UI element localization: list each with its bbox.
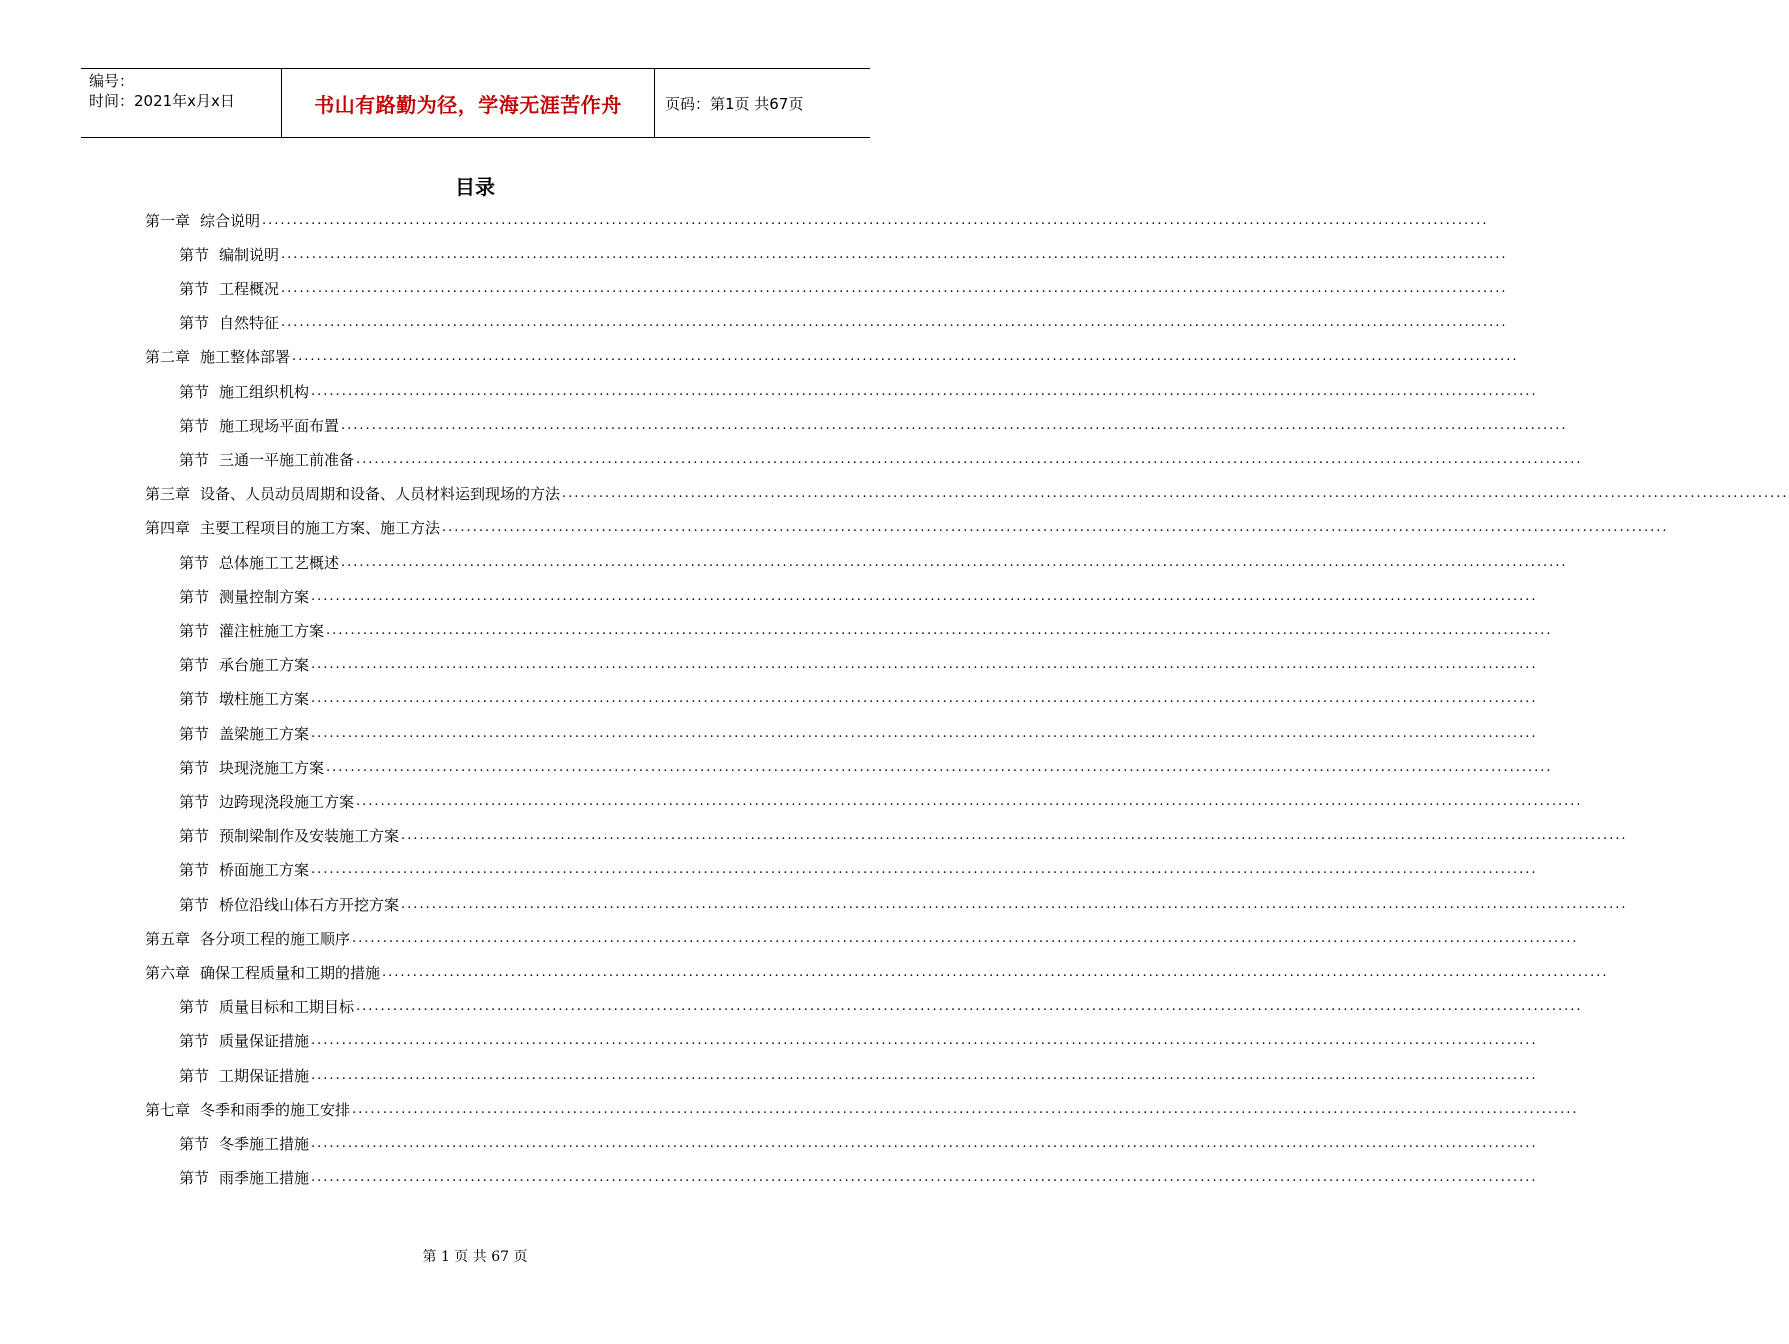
toc-entry-number: 第六章 [145,963,191,982]
time-label: 时间：2021年x月x日 [89,92,235,110]
page-info: 页码：第1页 共67页 [665,94,804,113]
motto-text: 书山有路勤为径，学海无涯苦作舟 [314,92,622,117]
toc-dot-leader: ........................................................................................................................................................................................................ [281,280,1508,296]
toc-entry[interactable] [179,1161,1538,1195]
toc-entry-number: 第节 [179,587,210,606]
toc-entry-title: 总体施工工艺概述 [219,553,340,572]
toc-entry-number: 第节 [179,656,210,675]
toc-entry-title: 施工现场平面布置 [219,416,340,435]
toc-entry-number: 第节 [179,690,210,709]
toc-entry-number: 第节 [179,245,210,264]
toc-entry-number: 第一章 [145,211,191,230]
toc-dot-leader: ........................................................................................................................................................................................................ [352,1101,1579,1117]
toc-entry-title: 墩柱施工方案 [219,690,310,709]
toc-entry-title: 桥面施工方案 [219,861,310,880]
toc-entry[interactable] [179,1058,1538,1092]
header-meta-cell [81,69,282,137]
toc-entry-title: 工程概况 [219,279,280,298]
toc-entry-number: 第节 [179,827,210,846]
toc-entry[interactable] [179,271,1508,305]
toc-dot-leader: ........................................................................................................................................................................................................ [562,486,1789,502]
toc-entry-title: 各分项工程的施工顺序 [200,929,351,948]
page-header [81,68,870,138]
toc-entry-title: 主要工程项目的施工方案、施工方法 [200,519,441,538]
header-page-cell [655,69,870,137]
toc-entry[interactable] [145,511,1669,545]
toc-entry[interactable] [179,237,1508,271]
toc-entry-number: 第节 [179,416,210,435]
toc-title: 目录 [455,175,495,199]
toc-entry-title: 冬季施工措施 [219,1134,310,1153]
toc-entry-number: 第节 [179,553,210,572]
toc-dot-leader: ........................................................................................................................................................................................................ [262,212,1489,228]
toc-dot-leader: ........................................................................................................................................................................................................ [311,657,1538,673]
toc-entry-title: 编制说明 [219,245,280,264]
toc-entry-title: 冬季和雨季的施工安排 [200,1100,351,1119]
toc-entry-title: 桥位沿线山体石方开挖方案 [219,895,400,914]
toc-entry[interactable] [179,306,1508,340]
toc-dot-leader: ........................................................................................................................................................................................................ [401,828,1628,844]
toc-dot-leader: ........................................................................................................................................................................................................ [356,451,1583,467]
toc-dot-leader: ........................................................................................................................................................................................................ [356,999,1583,1015]
toc-entry-number: 第节 [179,450,210,469]
toc-entry[interactable] [145,955,1609,989]
toc-entry[interactable] [145,477,1789,511]
toc-entry[interactable] [179,648,1538,682]
toc-entry-number: 第七章 [145,1100,191,1119]
toc-dot-leader: ........................................................................................................................................................................................................ [311,588,1538,604]
toc-entry-number: 第四章 [145,519,191,538]
toc-entry[interactable] [179,442,1583,476]
toc-entry-number: 第二章 [145,348,191,367]
toc-entry-number: 第三章 [145,485,191,504]
toc-entry[interactable] [145,1092,1579,1126]
toc-entry[interactable] [179,374,1538,408]
toc-entry-number: 第节 [179,621,210,640]
toc-dot-leader: ........................................................................................................................................................................................................ [356,793,1583,809]
toc-entry[interactable] [179,1126,1538,1160]
toc-entry[interactable] [179,1024,1538,1058]
toc-entry[interactable] [179,887,1628,921]
toc-dot-leader: ........................................................................................................................................................................................................ [311,725,1538,741]
toc-entry[interactable] [179,853,1538,887]
toc-entry-title: 综合说明 [200,211,261,230]
toc-dot-leader: ........................................................................................................................................................................................................ [311,1170,1538,1186]
toc-entry-title: 块现浇施工方案 [219,758,325,777]
toc-entry-title: 盖梁施工方案 [219,724,310,743]
toc-entry-title: 施工整体部署 [200,348,291,367]
toc-dot-leader: ........................................................................................................................................................................................................ [326,759,1553,775]
toc-entry-title: 设备、人员动员周期和设备、人员材料运到现场的方法 [200,485,561,504]
page-footer: 第 1 页 共 67 页 [422,1249,528,1265]
toc-entry-title: 施工组织机构 [219,382,310,401]
toc-entry-number: 第节 [179,314,210,333]
toc-entry[interactable] [179,579,1538,613]
toc-entry[interactable] [179,784,1583,818]
toc-entry-number: 第节 [179,1134,210,1153]
toc-dot-leader: ........................................................................................................................................................................................................ [341,554,1568,570]
toc-entry-title: 预制梁制作及安装施工方案 [219,827,400,846]
toc-entry-title: 确保工程质量和工期的措施 [200,963,381,982]
toc-entry[interactable] [179,408,1568,442]
toc-entry-title: 灌注桩施工方案 [219,621,325,640]
toc-entry-number: 第节 [179,861,210,880]
toc-dot-leader: ........................................................................................................................................................................................................ [311,1135,1538,1151]
toc-entry-number: 第节 [179,1032,210,1051]
toc-entry-number: 第五章 [145,929,191,948]
toc-dot-leader: ........................................................................................................................................................................................................ [442,520,1669,536]
number-label: 编号： [89,72,135,90]
toc-dot-leader: ........................................................................................................................................................................................................ [311,691,1538,707]
toc-entry-title: 三通一平施工前准备 [219,450,355,469]
toc-entry-number: 第节 [179,792,210,811]
header-motto-cell [282,69,655,137]
toc-entry[interactable] [179,750,1553,784]
toc-entry-number: 第节 [179,895,210,914]
toc-dot-leader: ........................................................................................................................................................................................................ [382,964,1609,980]
toc-entry-number: 第节 [179,279,210,298]
toc-dot-leader: ........................................................................................................................................................................................................ [311,1033,1538,1049]
toc-entry-number: 第节 [179,1169,210,1188]
toc-entry-title: 雨季施工措施 [219,1169,310,1188]
toc-dot-leader: ........................................................................................................................................................................................................ [281,315,1508,331]
toc-dot-leader: ........................................................................................................................................................................................................ [311,862,1538,878]
toc-entry-title: 质量保证措施 [219,1032,310,1051]
toc-entry-number: 第节 [179,1066,210,1085]
toc-dot-leader: ........................................................................................................................................................................................................ [281,246,1508,262]
toc-entry[interactable] [145,340,1519,374]
toc-dot-leader: ........................................................................................................................................................................................................ [292,349,1519,365]
toc-entry-title: 工期保证措施 [219,1066,310,1085]
toc-entry-title: 承台施工方案 [219,656,310,675]
toc-entry[interactable] [179,682,1538,716]
toc-entry[interactable] [179,613,1553,647]
toc-entry-title: 质量目标和工期目标 [219,998,355,1017]
toc-dot-leader: ........................................................................................................................................................................................................ [341,417,1568,433]
toc-entry-number: 第节 [179,724,210,743]
toc-entry[interactable] [179,819,1628,853]
toc-dot-leader: ........................................................................................................................................................................................................ [401,896,1628,912]
toc-dot-leader: ........................................................................................................................................................................................................ [311,383,1538,399]
toc-entry-title: 边跨现浇段施工方案 [219,792,355,811]
toc-entry-number: 第节 [179,758,210,777]
toc-entry-title: 测量控制方案 [219,587,310,606]
toc-entry[interactable] [179,716,1538,750]
toc-entry-number: 第节 [179,998,210,1017]
toc-dot-leader: ........................................................................................................................................................................................................ [326,622,1553,638]
toc-entry-title: 自然特征 [219,314,280,333]
toc-dot-leader: ........................................................................................................................................................................................................ [352,930,1579,946]
toc-entry[interactable] [145,921,1579,955]
toc-entry-number: 第节 [179,382,210,401]
toc-entry[interactable] [145,203,1489,237]
toc-entry[interactable] [179,990,1583,1024]
toc-dot-leader: ........................................................................................................................................................................................................ [311,1067,1538,1083]
toc-entry[interactable] [179,545,1568,579]
